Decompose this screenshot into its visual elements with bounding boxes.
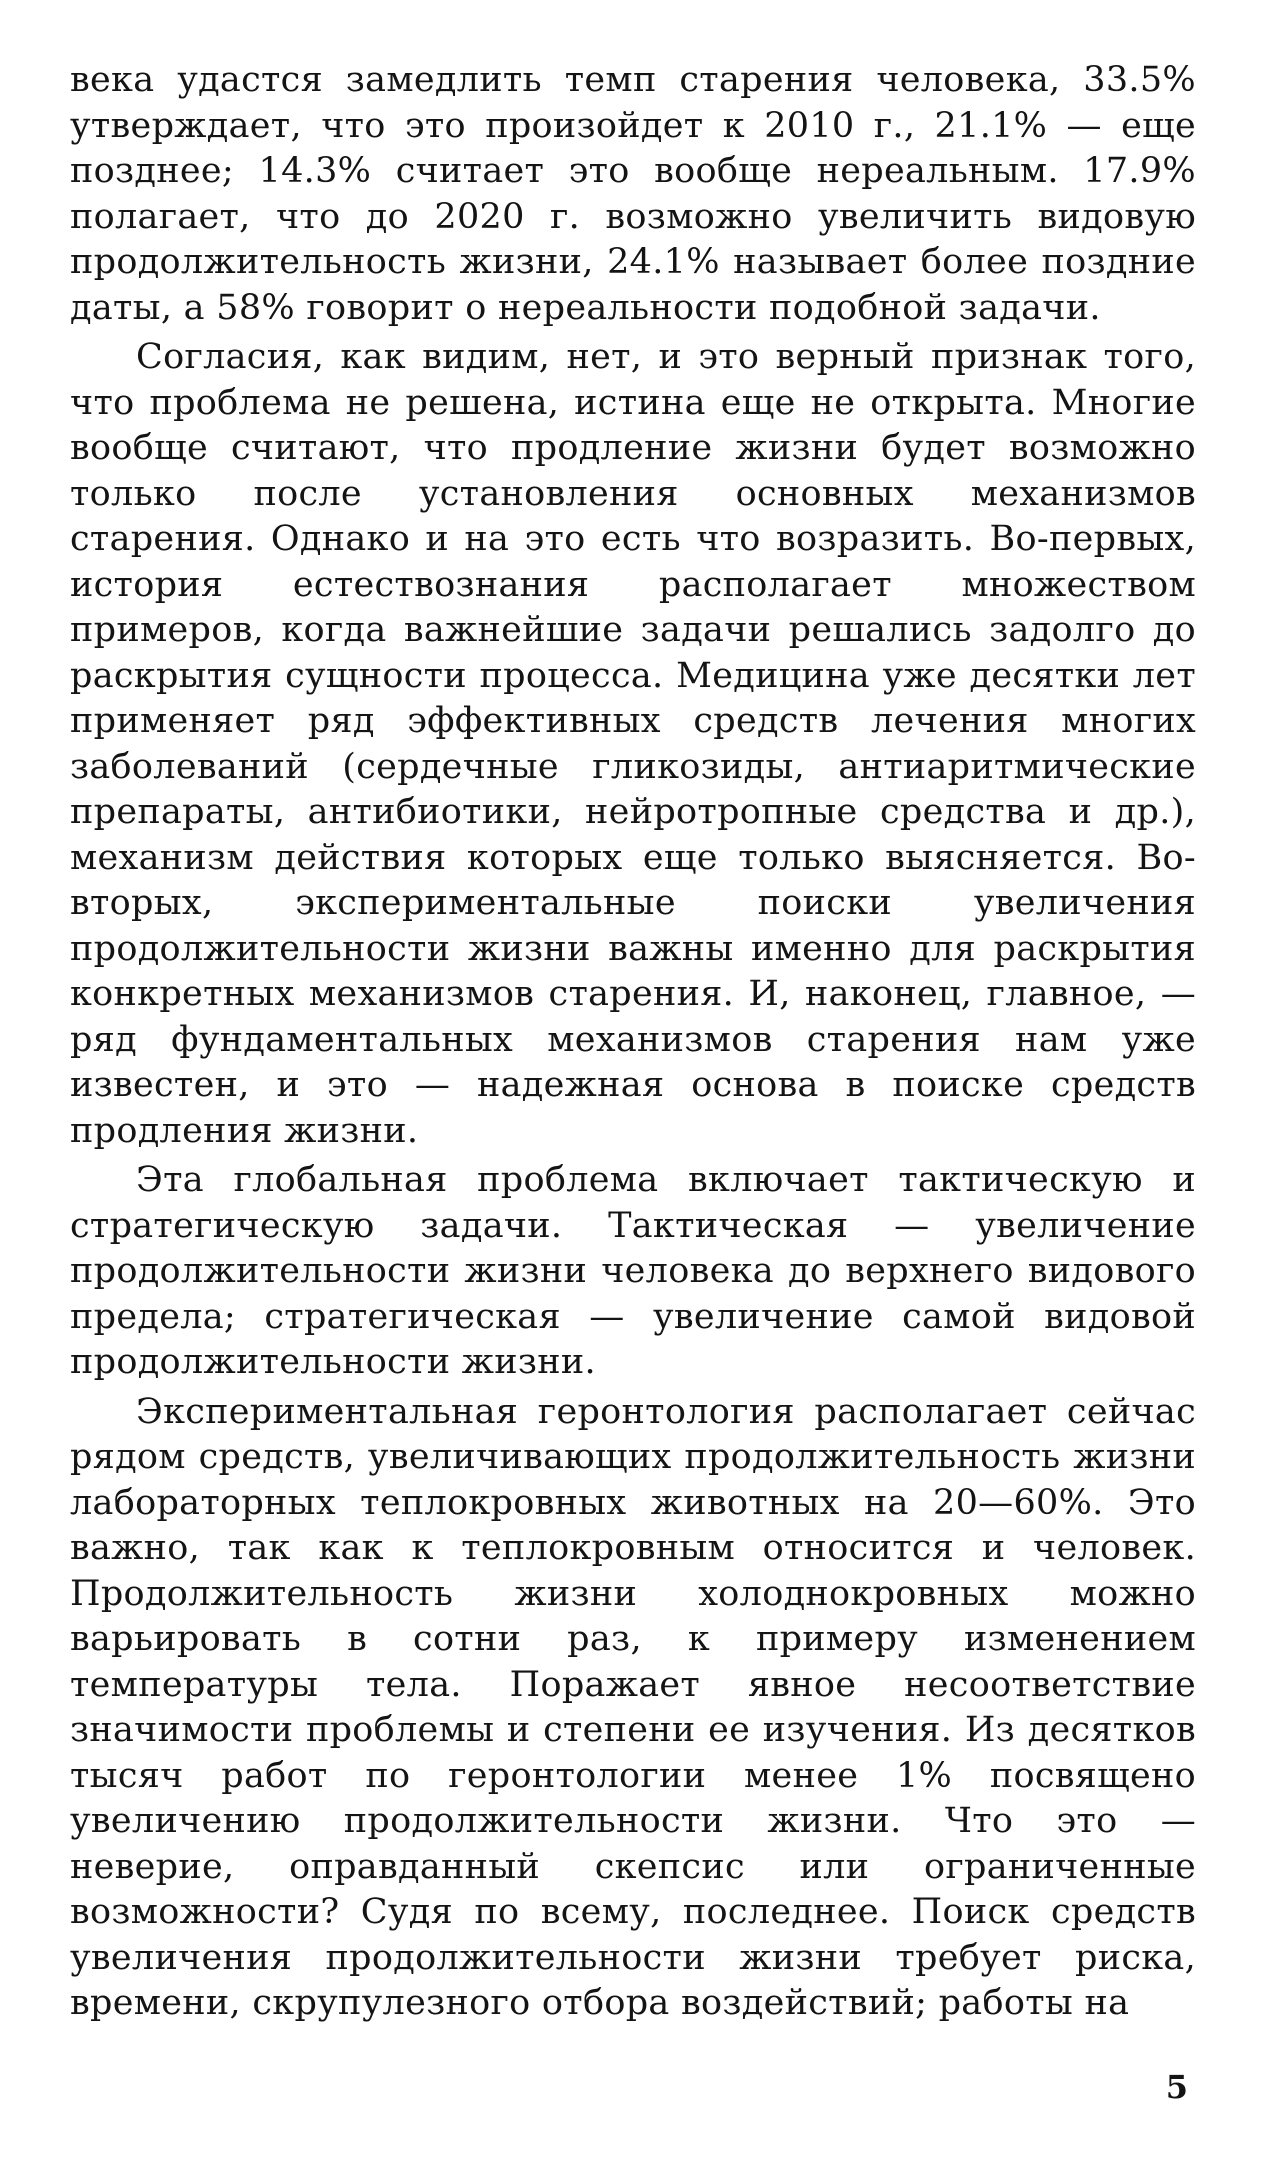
- paragraph-experimental-gerontology: Экспериментальная геронтология располагает сейчас рядом средств, увеличивающих продолжительность жизни лабораторных теплокровных животных на 20—60%. Это важно, так как к теплокровным относится и человек. Продолжительность жизни холоднокровных можно варьировать в сотни раз, к примеру изменением температуры тела. Поражает явное несоответствие значимости проблемы и степени ее изучения. Из десятков тысяч работ по геронтологии менее 1% посвящено увеличению продолжительности жизни. Что это — неверие, оправданный скепсис или ограниченные возможности? Судя по всему, последнее. Поиск средств увеличения продолжительности жизни требует риска, времени, скрупулезного отбора воздействий; работы на: [70, 1391, 1196, 2023]
- paragraph-global-problem: Эта глобальная проблема включает тактическую и стратегическую задачи. Тактическая — увеличение продолжительности жизни человека до верхнего видового предела; стратегическая — увеличение самой видовой продолжительности жизни.: [70, 1160, 1196, 1382]
- paragraph-disagreement: Согласия, как видим, нет, и это верный признак того, что проблема не решена, истина еще не открыта. Многие вообще считают, что продление жизни будет возможно только после установления основных механизмов старения. Однако и на это есть что возразить. Во-первых, история естествознания располагает множеством примеров, когда важнейшие задачи решались задолго до раскрытия сущности процесса. Медицина уже десятки лет применяет ряд эффективных средств лечения многих заболеваний (сердечные гликозиды, антиаритмические препараты, антибиотики, нейротропные средства и др.), механизм действия которых еще только выясняется. Во-вторых, экспериментальные поиски увеличения продолжительности жизни важны именно для раскрытия конкретных механизмов старения. И, наконец, главное, — ряд фундаментальных механизмов старения нам уже известен, и это — надежная основа в поиске средств продления жизни.: [70, 337, 1196, 1151]
- page-body: [70, 58, 1196, 2031]
- paragraph-continuation: века удастся замедлить темп старения человека, 33.5% утверждает, что это произойдет к 2010 г., 21.1% — еще позднее; 14.3% считает это вообще нереальным. 17.9% полагает, что до 2020 г. возможно увеличить видовую продолжительность жизни, 24.1% называет более поздние даты, а 58% говорит о нереальности подобной задачи.: [70, 60, 1196, 328]
- page-number: 5: [1165, 2068, 1188, 2106]
